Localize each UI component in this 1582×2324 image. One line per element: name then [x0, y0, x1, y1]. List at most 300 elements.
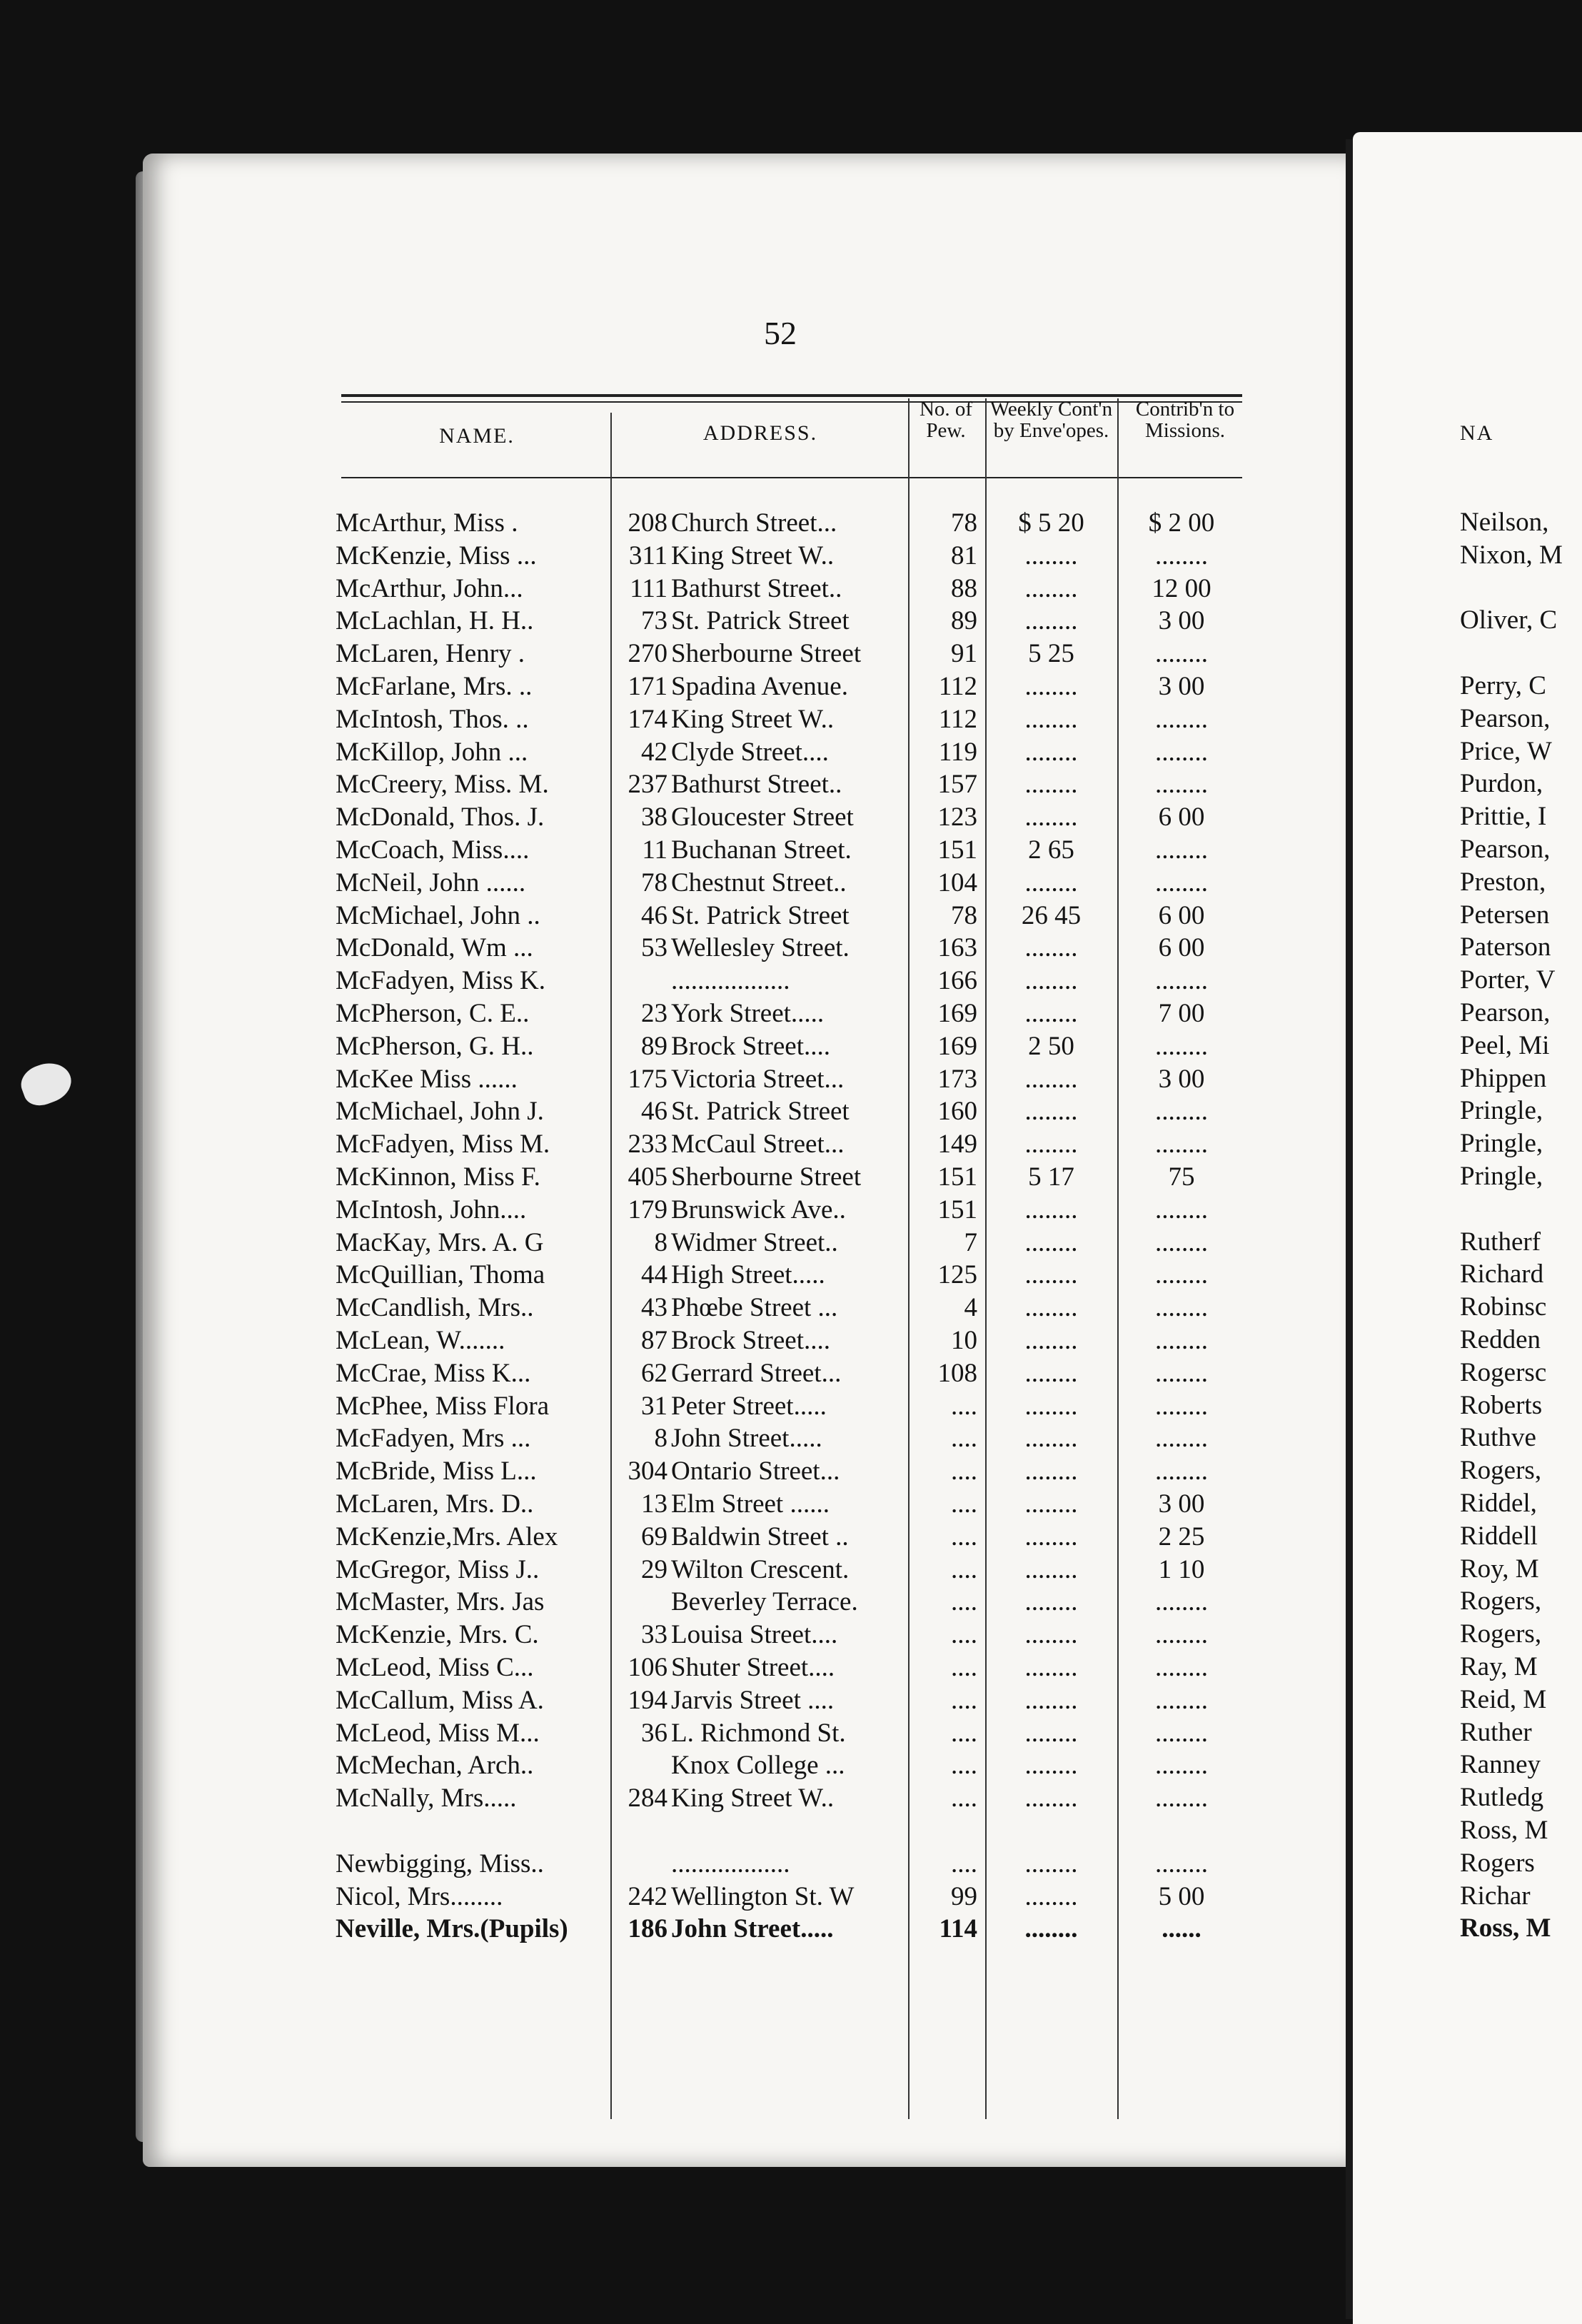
- cell-pew: 160: [937, 1097, 977, 1127]
- cell-addr: King Street W..: [671, 540, 835, 570]
- cell-pew: 157: [937, 770, 977, 800]
- cell-addr: King Street W..: [671, 704, 835, 734]
- cell-pew: 89: [951, 606, 977, 636]
- cell-num: 73: [641, 606, 667, 636]
- cell-addr: Wilton Crescent.: [671, 1554, 850, 1584]
- table-row: [0, 736, 1582, 768]
- cell-name: McFadyen, Miss M.: [336, 1130, 550, 1160]
- cell-name: McFadyen, Miss K.: [336, 966, 545, 996]
- cell-addr: Shuter Street....: [671, 1653, 835, 1682]
- page-number: 52: [764, 315, 797, 351]
- table-row: [0, 1030, 1582, 1062]
- cell-addr: L. Richmond St.: [671, 1718, 846, 1748]
- cell-pew: 119: [938, 737, 977, 767]
- cell-pew: ....: [951, 1424, 977, 1454]
- table-row: [0, 1913, 1582, 1945]
- cell-weekly: ........: [1024, 1358, 1078, 1388]
- cell-weekly: ........: [1024, 1587, 1078, 1617]
- cell-pew: 112: [938, 672, 977, 701]
- cell-num: 194: [628, 1685, 667, 1715]
- table-row: [0, 605, 1582, 637]
- table-row: [0, 900, 1582, 932]
- table-row: [0, 703, 1582, 735]
- cell-pew: 169: [937, 999, 977, 1028]
- cell-num: 179: [628, 1194, 667, 1224]
- table-row: [0, 1128, 1582, 1160]
- cell-weekly: ........: [1024, 606, 1078, 636]
- cell-addr: ..................: [671, 966, 790, 996]
- cell-addr: Jarvis Street ....: [671, 1685, 835, 1715]
- cell-missions: ........: [1155, 1097, 1208, 1127]
- cell-name: McLean, W.......: [336, 1326, 505, 1355]
- cell-addr: Victoria Street...: [671, 1064, 845, 1094]
- cell-pew: ....: [951, 1685, 977, 1715]
- cell-num: 405: [628, 1162, 667, 1192]
- right-page-name: Rutledg: [1460, 1783, 1544, 1813]
- cell-addr: Brunswick Ave..: [671, 1194, 846, 1224]
- cell-name: McKenzie, Mrs. C.: [336, 1620, 539, 1650]
- table-row: [0, 1848, 1582, 1880]
- cell-missions: 12 00: [1152, 573, 1211, 603]
- cell-name: McNeil, John ......: [336, 867, 526, 897]
- cell-name: McCreery, Miss. M.: [336, 770, 549, 800]
- cell-num: 29: [641, 1554, 667, 1584]
- cell-addr: Sherbourne Street: [671, 639, 862, 669]
- cell-weekly: ........: [1024, 672, 1078, 701]
- table-row: [0, 965, 1582, 997]
- cell-name: McQuillian, Thoma: [336, 1260, 545, 1290]
- cell-pew: ....: [951, 1718, 977, 1748]
- cell-weekly: 2 65: [1028, 835, 1074, 865]
- table-row: [0, 997, 1582, 1030]
- cell-missions: ........: [1155, 704, 1208, 734]
- cell-weekly: ........: [1024, 1848, 1078, 1878]
- cell-num: 111: [630, 573, 667, 603]
- cell-missions: ........: [1155, 1685, 1208, 1715]
- cell-weekly: ........: [1024, 770, 1078, 800]
- right-page-name: Prittie, I: [1460, 802, 1547, 832]
- cell-pew: ....: [951, 1751, 977, 1781]
- cell-num: 237: [628, 770, 667, 800]
- header-address: ADDRESS.: [702, 421, 818, 445]
- right-page-name: Paterson: [1460, 932, 1551, 962]
- cell-pew: ....: [951, 1848, 977, 1878]
- cell-num: 8: [654, 1227, 667, 1257]
- cell-addr: John Street.....: [671, 1914, 834, 1944]
- cell-missions: ........: [1155, 1227, 1208, 1257]
- cell-weekly: ........: [1024, 1685, 1078, 1715]
- cell-weekly: ........: [1024, 1457, 1078, 1487]
- cell-addr: Wellesley Street.: [671, 933, 850, 963]
- table-row: [0, 1554, 1582, 1586]
- header-name: NAME.: [439, 424, 515, 448]
- table-row: [0, 1651, 1582, 1684]
- cell-addr: Spadina Avenue.: [671, 672, 848, 701]
- cell-num: 284: [628, 1784, 667, 1814]
- right-page-name: Ranney: [1460, 1750, 1541, 1780]
- cell-num: 171: [628, 672, 667, 701]
- cell-pew: 91: [951, 639, 977, 669]
- cell-addr: Bathurst Street..: [671, 770, 842, 800]
- table-row: [0, 573, 1582, 605]
- table-row: [0, 1292, 1582, 1324]
- cell-addr: Baldwin Street ..: [671, 1521, 849, 1551]
- cell-pew: 81: [951, 540, 977, 570]
- cell-addr: Brock Street....: [671, 1031, 830, 1061]
- cell-pew: 123: [937, 803, 977, 832]
- cell-name: McCoach, Miss....: [336, 835, 530, 865]
- table-row: [0, 1259, 1582, 1291]
- cell-name: Nicol, Mrs........: [336, 1881, 503, 1911]
- table-row: [0, 932, 1582, 964]
- right-page-name: Rogers,: [1460, 1619, 1542, 1649]
- cell-addr: Brock Street....: [671, 1326, 830, 1355]
- cell-name: McLaren, Henry .: [336, 639, 525, 669]
- right-page-name: Rutherf: [1460, 1227, 1541, 1257]
- cell-num: 233: [628, 1130, 667, 1160]
- cell-missions: 6 00: [1158, 900, 1205, 930]
- table-row: [0, 1488, 1582, 1520]
- cell-pew: 169: [937, 1031, 977, 1061]
- cell-num: 208: [628, 508, 667, 538]
- cell-weekly: ........: [1024, 1653, 1078, 1682]
- right-page-name: Roberts: [1460, 1390, 1543, 1420]
- cell-num: 87: [641, 1326, 667, 1355]
- cell-addr: King Street W..: [671, 1784, 835, 1814]
- cell-missions: ........: [1155, 835, 1208, 865]
- cell-num: 36: [641, 1718, 667, 1748]
- cell-num: 8: [654, 1424, 667, 1454]
- right-page-name: Purdon,: [1460, 769, 1543, 799]
- cell-addr: Wellington St. W: [671, 1881, 855, 1911]
- cell-weekly: ........: [1024, 737, 1078, 767]
- cell-name: McBride, Miss L...: [336, 1457, 537, 1487]
- cell-num: 42: [641, 737, 667, 767]
- right-page-name: Rogers,: [1460, 1586, 1542, 1616]
- table-row: [0, 1390, 1582, 1422]
- cell-num: 31: [641, 1391, 667, 1421]
- cell-missions: ........: [1155, 1194, 1208, 1224]
- cell-pew: 10: [951, 1326, 977, 1355]
- cell-weekly: ........: [1024, 1751, 1078, 1781]
- cell-weekly: 5 17: [1028, 1162, 1074, 1192]
- cell-missions: ........: [1155, 770, 1208, 800]
- cell-missions: 75: [1168, 1162, 1195, 1192]
- cell-missions: 3 00: [1158, 1064, 1205, 1094]
- cell-missions: ......: [1162, 1914, 1201, 1944]
- table-row: [0, 1881, 1582, 1913]
- right-page-name: Pringle,: [1460, 1129, 1543, 1159]
- cell-num: 11: [642, 835, 667, 865]
- right-page-name: Rogers,: [1460, 1456, 1542, 1486]
- cell-num: 46: [641, 900, 667, 930]
- cell-num: 242: [628, 1881, 667, 1911]
- cell-name: McCandlish, Mrs..: [336, 1293, 534, 1323]
- right-page-name: Phippen: [1460, 1063, 1547, 1093]
- right-page-name: Richar: [1460, 1881, 1531, 1911]
- right-page-name: Ray, M: [1460, 1652, 1538, 1681]
- cell-missions: ........: [1155, 867, 1208, 897]
- cell-addr: High Street.....: [671, 1260, 825, 1290]
- table-row: [0, 638, 1582, 670]
- cell-weekly: ........: [1024, 540, 1078, 570]
- right-page-name: Richard: [1460, 1259, 1544, 1289]
- table-row: [0, 1749, 1582, 1781]
- cell-name: McMaster, Mrs. Jas: [336, 1587, 545, 1617]
- right-page-name: Porter, V: [1460, 965, 1556, 995]
- cell-addr: Sherbourne Street: [671, 1162, 862, 1192]
- cell-weekly: ........: [1024, 933, 1078, 963]
- cell-addr: McCaul Street...: [671, 1130, 845, 1160]
- cell-num: 53: [641, 933, 667, 963]
- cell-weekly: ........: [1024, 1260, 1078, 1290]
- cell-pew: ....: [951, 1554, 977, 1584]
- cell-addr: Elm Street ......: [671, 1489, 830, 1519]
- cell-pew: 4: [964, 1293, 977, 1323]
- cell-missions: $ 2 00: [1148, 508, 1215, 538]
- cell-name: McNally, Mrs.....: [336, 1784, 517, 1814]
- cell-num: 43: [641, 1293, 667, 1323]
- cell-name: McPherson, C. E..: [336, 999, 530, 1028]
- cell-addr: Gloucester Street: [671, 803, 854, 832]
- cell-name: Neville, Mrs.(Pupils): [336, 1914, 568, 1944]
- cell-addr: Chestnut Street..: [671, 867, 847, 897]
- cell-weekly: ........: [1024, 966, 1078, 996]
- right-page-name: Pearson,: [1460, 703, 1551, 733]
- table-row: [0, 1586, 1582, 1618]
- cell-missions: ........: [1155, 1457, 1208, 1487]
- cell-name: McCrae, Miss K...: [336, 1358, 531, 1388]
- cell-pew: 173: [937, 1064, 977, 1094]
- cell-addr: Clyde Street....: [671, 737, 829, 767]
- cell-weekly: ........: [1024, 1784, 1078, 1814]
- table-row: [0, 507, 1582, 539]
- cell-num: 270: [628, 639, 667, 669]
- table-row: [0, 1815, 1582, 1847]
- cell-pew: ....: [951, 1391, 977, 1421]
- header-pew: No. of Pew.: [919, 398, 973, 442]
- cell-addr: St. Patrick Street: [671, 900, 850, 930]
- cell-num: 23: [641, 999, 667, 1028]
- cell-missions: 1 10: [1158, 1554, 1205, 1584]
- cell-addr: Gerrard Street...: [671, 1358, 842, 1388]
- cell-weekly: ........: [1024, 1554, 1078, 1584]
- cell-missions: 2 25: [1158, 1521, 1205, 1551]
- table-row: [0, 1521, 1582, 1553]
- right-page-name: Pringle,: [1460, 1096, 1543, 1126]
- table-row: [0, 1455, 1582, 1487]
- cell-missions: 5 00: [1158, 1881, 1205, 1911]
- cell-name: McGregor, Miss J..: [336, 1554, 540, 1584]
- cell-name: McKinnon, Miss F.: [336, 1162, 540, 1192]
- cell-missions: 3 00: [1158, 672, 1205, 701]
- table-row: [0, 1095, 1582, 1127]
- right-page-name: Ross, M: [1460, 1816, 1548, 1845]
- right-page-name: Neilson,: [1460, 508, 1549, 537]
- table-row: [0, 867, 1582, 899]
- cell-num: 69: [641, 1521, 667, 1551]
- cell-weekly: ........: [1024, 803, 1078, 832]
- cell-pew: 163: [937, 933, 977, 963]
- cell-missions: ........: [1155, 540, 1208, 570]
- cell-name: McMechan, Arch..: [336, 1751, 534, 1781]
- right-page-name: Rogersc: [1460, 1357, 1547, 1387]
- cell-name: McFadyen, Mrs ...: [336, 1424, 531, 1454]
- cell-pew: 125: [937, 1260, 977, 1290]
- cell-name: McIntosh, John....: [336, 1194, 527, 1224]
- table-row: [0, 1782, 1582, 1814]
- cell-pew: 112: [938, 704, 977, 734]
- table-row: [0, 768, 1582, 800]
- cell-pew: ....: [951, 1653, 977, 1682]
- cell-missions: ........: [1155, 1751, 1208, 1781]
- cell-missions: ........: [1155, 1718, 1208, 1748]
- cell-name: McPhee, Miss Flora: [336, 1391, 550, 1421]
- cell-pew: 114: [939, 1914, 977, 1944]
- cell-weekly: ........: [1024, 1489, 1078, 1519]
- cell-weekly: $ 5 20: [1018, 508, 1084, 538]
- cell-missions: 7 00: [1158, 999, 1205, 1028]
- table-row: [0, 1717, 1582, 1749]
- cell-addr: Knox College ...: [671, 1751, 845, 1781]
- cell-missions: ........: [1155, 639, 1208, 669]
- cell-addr: Church Street...: [671, 508, 837, 538]
- cell-addr: St. Patrick Street: [671, 1097, 850, 1127]
- cell-addr: Louisa Street....: [671, 1620, 838, 1650]
- cell-missions: ........: [1155, 1587, 1208, 1617]
- cell-name: McFarlane, Mrs. ..: [336, 672, 533, 701]
- cell-name: McIntosh, Thos. ..: [336, 704, 529, 734]
- cell-weekly: ........: [1024, 999, 1078, 1028]
- cell-num: 174: [628, 704, 667, 734]
- cell-name: McCallum, Miss A.: [336, 1685, 544, 1715]
- table-row: [0, 1227, 1582, 1259]
- table-row: [0, 1194, 1582, 1226]
- cell-pew: ....: [951, 1620, 977, 1650]
- cell-addr: York Street.....: [671, 999, 825, 1028]
- table-row: [0, 1357, 1582, 1389]
- cell-weekly: ........: [1024, 1227, 1078, 1257]
- cell-name: MacKay, Mrs. A. G: [336, 1227, 544, 1257]
- header-missions: Contrib'n to Missions.: [1135, 398, 1235, 442]
- cell-weekly: ........: [1024, 704, 1078, 734]
- cell-pew: 151: [937, 1162, 977, 1192]
- cell-name: McMichael, John ..: [336, 900, 540, 930]
- header-weekly: Weekly Cont'n by Enve'opes.: [989, 398, 1113, 442]
- cell-missions: ........: [1155, 1784, 1208, 1814]
- table-row: [0, 801, 1582, 833]
- cell-weekly: ........: [1024, 1881, 1078, 1911]
- cell-missions: ........: [1155, 1260, 1208, 1290]
- right-page-name: Ross, M: [1460, 1913, 1551, 1943]
- cell-weekly: ........: [1024, 1064, 1078, 1094]
- right-page-name: Ruther: [1460, 1717, 1532, 1747]
- cell-name: McKillop, John ...: [336, 737, 528, 767]
- cell-name: McLaren, Mrs. D..: [336, 1489, 534, 1519]
- table-row: [0, 1684, 1582, 1716]
- cell-name: McMichael, John J.: [336, 1097, 544, 1127]
- cell-weekly: ........: [1024, 1130, 1078, 1160]
- cell-weekly: ........: [1024, 1424, 1078, 1454]
- cell-name: McArthur, Miss .: [336, 508, 518, 538]
- cell-pew: 78: [951, 900, 977, 930]
- cell-missions: ........: [1155, 1031, 1208, 1061]
- cell-name: McKenzie,Mrs. Alex: [336, 1521, 558, 1551]
- cell-name: McDonald, Wm ...: [336, 933, 533, 963]
- cell-num: 175: [628, 1064, 667, 1094]
- table-row: [0, 670, 1582, 703]
- cell-addr: Beverley Terrace.: [671, 1587, 858, 1617]
- cell-pew: 104: [937, 867, 977, 897]
- cell-weekly: 2 50: [1028, 1031, 1074, 1061]
- cell-weekly: ........: [1024, 1620, 1078, 1650]
- cell-addr: St. Patrick Street: [671, 606, 850, 636]
- cell-num: 46: [641, 1097, 667, 1127]
- cell-name: McDonald, Thos. J.: [336, 803, 545, 832]
- cell-num: 106: [628, 1653, 667, 1682]
- cell-name: Newbigging, Miss..: [336, 1848, 544, 1878]
- cell-num: 62: [641, 1358, 667, 1388]
- right-page-name: Nixon, M: [1460, 540, 1563, 570]
- cell-num: 33: [641, 1620, 667, 1650]
- cell-pew: 108: [937, 1358, 977, 1388]
- cell-addr: Ontario Street...: [671, 1457, 840, 1487]
- cell-weekly: 5 25: [1028, 639, 1074, 669]
- cell-addr: Buchanan Street.: [671, 835, 852, 865]
- cell-missions: ........: [1155, 1424, 1208, 1454]
- cell-num: 186: [628, 1914, 667, 1944]
- cell-name: McLeod, Miss M...: [336, 1718, 540, 1748]
- cell-name: McLeod, Miss C...: [336, 1653, 534, 1682]
- right-page-name: Redden: [1460, 1325, 1541, 1354]
- cell-missions: ........: [1155, 737, 1208, 767]
- cell-name: McLachlan, H. H..: [336, 606, 534, 636]
- right-page-name: Preston,: [1460, 867, 1546, 897]
- table-row: [0, 1324, 1582, 1357]
- table-row: [0, 1422, 1582, 1454]
- cell-missions: 3 00: [1158, 1489, 1205, 1519]
- cell-missions: ........: [1155, 1293, 1208, 1323]
- cell-pew: 99: [951, 1881, 977, 1911]
- cell-addr: Bathurst Street..: [671, 573, 842, 603]
- cell-pew: 88: [951, 573, 977, 603]
- cell-missions: ........: [1155, 966, 1208, 996]
- cell-weekly: ........: [1024, 1914, 1078, 1944]
- table-row: [0, 1619, 1582, 1651]
- cell-missions: ........: [1155, 1848, 1208, 1878]
- cell-pew: 166: [937, 966, 977, 996]
- cell-weekly: ........: [1024, 1194, 1078, 1224]
- right-page-name: Oliver, C: [1460, 605, 1558, 635]
- right-page-name: Riddell: [1460, 1521, 1538, 1551]
- cell-weekly: ........: [1024, 573, 1078, 603]
- cell-name: McArthur, John...: [336, 573, 523, 603]
- cell-pew: ....: [951, 1457, 977, 1487]
- cell-missions: 3 00: [1158, 606, 1205, 636]
- cell-name: McKee Miss ......: [336, 1064, 518, 1094]
- cell-weekly: 26 45: [1021, 900, 1082, 930]
- cell-pew: ....: [951, 1587, 977, 1617]
- cell-missions: ........: [1155, 1620, 1208, 1650]
- cell-addr: Peter Street.....: [671, 1391, 827, 1421]
- right-page-name: Peel, Mi: [1460, 1030, 1550, 1060]
- cell-missions: ........: [1155, 1326, 1208, 1355]
- cell-num: 44: [641, 1260, 667, 1290]
- right-page-name: Robinsc: [1460, 1292, 1547, 1322]
- right-page-name: Riddel,: [1460, 1489, 1537, 1518]
- right-header: NA: [1460, 421, 1494, 445]
- cell-addr: ..................: [671, 1848, 790, 1878]
